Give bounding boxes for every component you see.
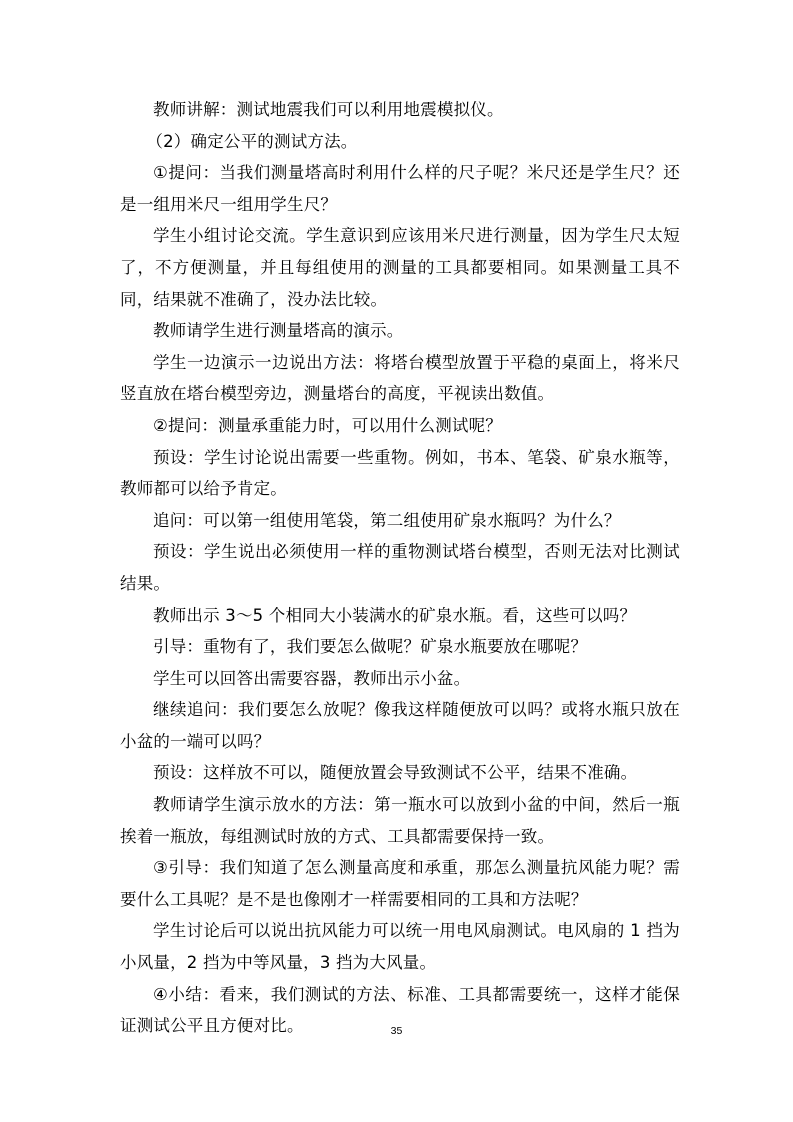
paragraph: ③引导：我们知道了怎么测量高度和承重，那怎么测量抗风能力呢？需要什么工具呢？是不是也像刚才一样需要相同的工具和方法呢？	[120, 858, 680, 909]
paragraph: ①提问：当我们测量塔高时利用什么样的尺子呢？米尺还是学生尺？还是一组用米尺一组用学生尺？	[120, 163, 680, 214]
paragraph: 学生讨论后可以说出抗风能力可以统一用电风扇测试。电风扇的 1 挡为小风量，2 挡为中等风量，3 挡为大风量。	[120, 921, 680, 973]
document-body	[120, 94, 680, 1042]
paragraph: 追问：可以第一组使用笔袋，第二组使用矿泉水瓶吗？为什么？	[153, 510, 621, 530]
paragraph: 教师出示 3～5 个相同大小装满水的矿泉水瓶。看，这些可以吗？	[153, 605, 637, 625]
paragraph: 继续追问：我们要怎么放呢？像我这样随便放可以吗？或将水瓶只放在小盆的一端可以吗？	[120, 700, 680, 751]
paragraph: 教师讲解：测试地震我们可以利用地震模拟仪。	[153, 100, 504, 119]
paragraph: 预设：学生说出必须使用一样的重物测试塔台模型，否则无法对比测试结果。	[120, 542, 680, 593]
paragraph: 教师请学生进行测量塔高的演示。	[153, 321, 404, 341]
paragraph: 学生可以回答出需要容器，教师出示小盆。	[153, 668, 471, 688]
paragraph: 学生一边演示一边说出方法：将塔台模型放置于平稳的桌面上，将米尺竖直放在塔台模型旁边，测量塔台的高度，平视读出数值。	[120, 352, 680, 404]
page-number: 35	[390, 1025, 403, 1037]
paragraph: 教师请学生演示放水的方法：第一瓶水可以放到小盆的中间，然后一瓶挨着一瓶放，每组测试时放的方式、工具都需要保持一致。	[120, 795, 680, 846]
paragraph: 预设：这样放不可以，随便放置会导致测试不公平，结果不准确。	[153, 763, 638, 783]
section-heading: （2）确定公平的测试方法。	[146, 131, 358, 151]
paragraph: 学生小组讨论交流。学生意识到应该用米尺进行测量，因为学生尺太短了，不方便测量，并且每组使用的测量的工具都要相同。如果测量工具不同，结果就不准确了，没办法比较。	[120, 226, 680, 309]
paragraph: 预设：学生讨论说出需要一些重物。例如，书本、笔袋、矿泉水瓶等，教师都可以给予肯定。	[120, 447, 680, 499]
paragraph: ②提问：测量承重能力时，可以用什么测试呢？	[153, 415, 502, 435]
paragraph: 引导：重物有了，我们要怎么做呢？矿泉水瓶要放在哪呢？	[153, 637, 588, 657]
paragraph: ④小结：看来，我们测试的方法、标准、工具都需要统一，这样才能保证测试公平且方便对比。	[120, 984, 680, 1036]
